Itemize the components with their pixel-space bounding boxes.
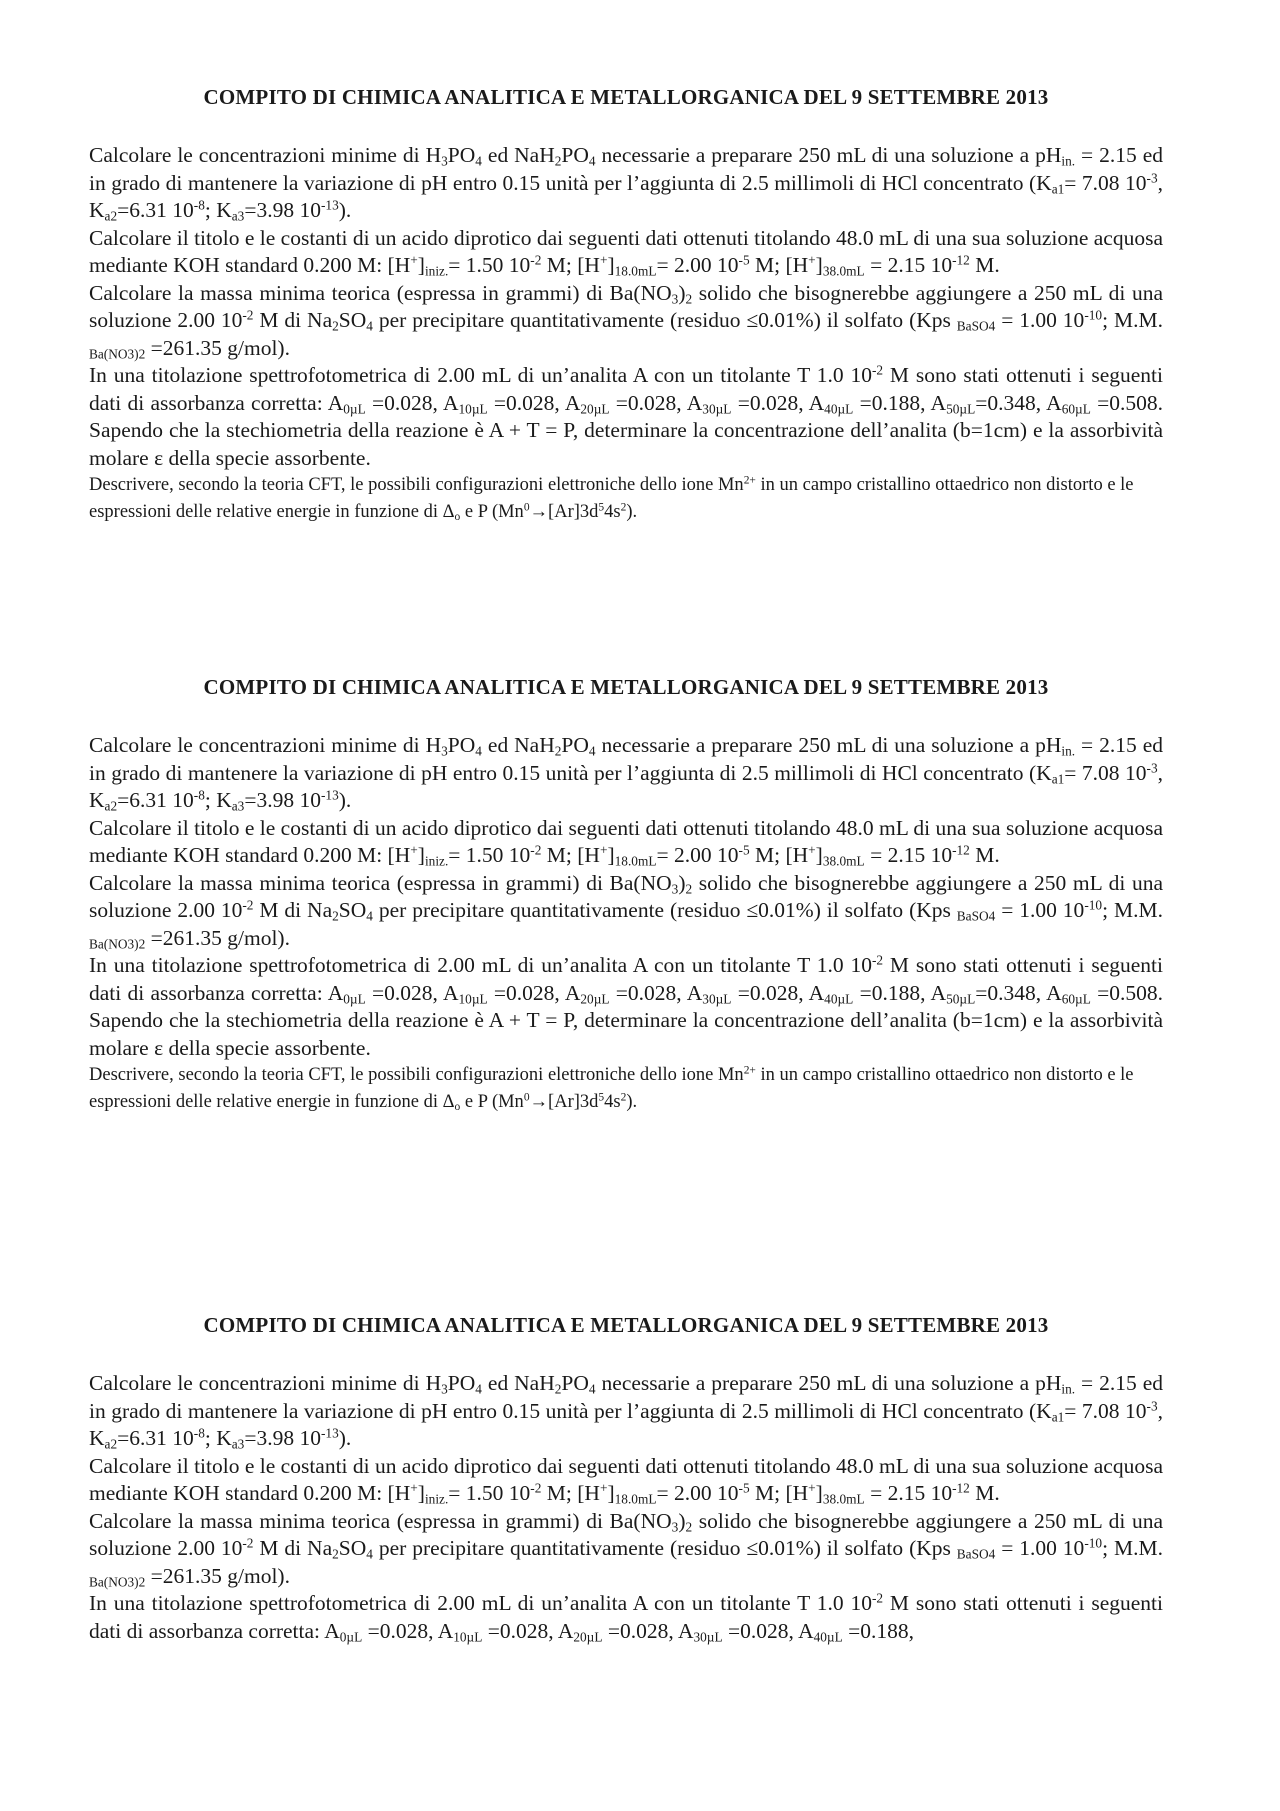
exam-copy-3 [89, 1312, 1163, 1645]
problem-2: Calcolare il titolo e le costanti di un acido diprotico dai seguenti dati ottenuti titolando 48.0 mL di una sua soluzione acquosa mediante KOH standard 0.200 M: $[H^+]_{iniz.}= 1.50$ $10^{-2}$ M; $[H^+]_{18.0mL}= 2.00$ $10^{-5}$ M; $[H^+]_{38.0mL} = 2.15$ $10^{-12}$ M. [89, 1453, 1163, 1507]
exam-title: COMPITO DI CHIMICA ANALITICA E METALLORGANICA DEL 9 SETTEMBRE 2013 [203, 1313, 1049, 1337]
exam-copy-2 [89, 674, 1163, 1116]
problem-1: Calcolare le concentrazioni minime di $H_3PO_4$ ed $NaH_2PO_4$ necessarie a preparare 250 mL di una soluzione a $pH_{in.} = 2.15$ ed in grado di mantenere la variazione di pH entro 0.15 unità per l’aggiunta di 2.5 millimoli di HCl concentrato ($K_{a1}= 7.08$ $10^{-3}$, $K_{a2}=6.31$ $10^{-8}$; $K_{a3}=3.98$ $10^{-13}$). [89, 1371, 1164, 1452]
problem-4: In una titolazione spettrofotometrica di 2.00 mL di un’analita A con un titolante T 1.0 $10^{-2}$ M sono stati ottenuti i seguenti dati di assorbanza corretta: $A_{0\mu L} =0.028$, $A_{10\mu L} =0.028$, $A_{20\mu L} =0.028$, $A_{30\mu L} =0.028$, $A_{40\mu L} =0.188$, $A_{50\mu L}=0.348$, $A_{60\mu L} =0.508$. Sapendo che la stechiometria della reazione è A + T = P, determinare la concentrazione dell’analita (b=1cm) e la assorbività molare ε della specie assorbente. [89, 362, 1164, 470]
problem-3: Calcolare la massa minima teorica (espressa in grammi) di $Ba(NO_3)_2$ solido che bisognerebbe aggiungere a 250 mL di una soluzione 2.00 $10^{-2}$ M di $Na_2SO_4$ per precipitare quantitativamente (residuo ≤0.01%) il solfato (Kps $_{BaSO4}$ = 1.00 $10^{-10}$; M.M. $_{Ba(NO3)2}$ =261.35 g/mol). [89, 870, 1163, 952]
problem-2: Calcolare il titolo e le costanti di un acido diprotico dai seguenti dati ottenuti titolando 48.0 mL di una sua soluzione acquosa mediante KOH standard 0.200 M: $[H^+]_{iniz.}= 1.50$ $10^{-2}$ M; $[H^+]_{18.0mL}= 2.00$ $10^{-5}$ M; $[H^+]_{38.0mL} = 2.15$ $10^{-12}$ M. [89, 815, 1163, 869]
exam-copy-1 [89, 84, 1163, 526]
problem-1: Calcolare le concentrazioni minime di $H_3PO_4$ ed $NaH_2PO_4$ necessarie a preparare 250 mL di una soluzione a $pH_{in.} = 2.15$ ed in grado di mantenere la variazione di pH entro 0.15 unità per l’aggiunta di 2.5 millimoli di HCl concentrato ($K_{a1}= 7.08$ $10^{-3}$, $K_{a2}=6.31$ $10^{-8}$; $K_{a3}=3.98$ $10^{-13}$). [89, 143, 1164, 224]
exam-title: COMPITO DI CHIMICA ANALITICA E METALLORGANICA DEL 9 SETTEMBRE 2013 [203, 675, 1049, 699]
problem-4: In una titolazione spettrofotometrica di 2.00 mL di un’analita A con un titolante T 1.0 $10^{-2}$ M sono stati ottenuti i seguenti dati di assorbanza corretta: $A_{0\mu L} =0.028$, $A_{10\mu L} =0.028$, $A_{20\mu L} =0.028$, $A_{30\mu L} =0.028$, $A_{40\mu L} =0.188$, $A_{50\mu L}=0.348$, $A_{60\mu L} =0.508$. Sapendo che la stechiometria della reazione è A + T = P, determinare la concentrazione dell’analita (b=1cm) e la assorbività molare ε della specie assorbente. [89, 952, 1164, 1060]
problem-3: Calcolare la massa minima teorica (espressa in grammi) di $Ba(NO_3)_2$ solido che bisognerebbe aggiungere a 250 mL di una soluzione 2.00 $10^{-2}$ M di $Na_2SO_4$ per precipitare quantitativamente (residuo ≤0.01%) il solfato (Kps $_{BaSO4}$ = 1.00 $10^{-10}$; M.M. $_{Ba(NO3)2}$ =261.35 g/mol). [89, 1508, 1163, 1590]
problem-1: Calcolare le concentrazioni minime di $H_3PO_4$ ed $NaH_2PO_4$ necessarie a preparare 250 mL di una soluzione a $pH_{in.} = 2.15$ ed in grado di mantenere la variazione di pH entro 0.15 unità per l’aggiunta di 2.5 millimoli di HCl concentrato ($K_{a1}= 7.08$ $10^{-3}$, $K_{a2}=6.31$ $10^{-8}$; $K_{a3}=3.98$ $10^{-13}$). [89, 733, 1164, 814]
problem-5: Descrivere, secondo la teoria CFT, le possibili configurazioni elettroniche dello ione $Mn^{2+}$ in un campo cristallino ottaedrico non distorto e le espressioni delle relative energie in funzione di $\Delta_o$ e P $(Mn^0\to[Ar]3d^54s^2)$. [89, 474, 1134, 524]
problem-3: Calcolare la massa minima teorica (espressa in grammi) di $Ba(NO_3)_2$ solido che bisognerebbe aggiungere a 250 mL di una soluzione 2.00 $10^{-2}$ M di $Na_2SO_4$ per precipitare quantitativamente (residuo ≤0.01%) il solfato (Kps $_{BaSO4}$ = 1.00 $10^{-10}$; M.M. $_{Ba(NO3)2}$ =261.35 g/mol). [89, 280, 1163, 362]
problem-2: Calcolare il titolo e le costanti di un acido diprotico dai seguenti dati ottenuti titolando 48.0 mL di una sua soluzione acquosa mediante KOH standard 0.200 M: $[H^+]_{iniz.}= 1.50$ $10^{-2}$ M; $[H^+]_{18.0mL}= 2.00$ $10^{-5}$ M; $[H^+]_{38.0mL} = 2.15$ $10^{-12}$ M. [89, 225, 1163, 279]
exam-title: COMPITO DI CHIMICA ANALITICA E METALLORGANICA DEL 9 SETTEMBRE 2013 [203, 85, 1049, 109]
problem-5: Descrivere, secondo la teoria CFT, le possibili configurazioni elettroniche dello ione $Mn^{2+}$ in un campo cristallino ottaedrico non distorto e le espressioni delle relative energie in funzione di $\Delta_o$ e P $(Mn^0\to[Ar]3d^54s^2)$. [89, 1064, 1134, 1114]
problem-4-partial: In una titolazione spettrofotometrica di 2.00 mL di un’analita A con un titolante T 1.0 $10^{-2}$ M sono stati ottenuti i seguenti dati di assorbanza corretta: $A_{0\mu L} =0.028$, $A_{10\mu L} =0.028$, $A_{20\mu L} =0.028$, $A_{30\mu L} =0.028$, $A_{40\mu L} =0.188$, [89, 1590, 1164, 1645]
